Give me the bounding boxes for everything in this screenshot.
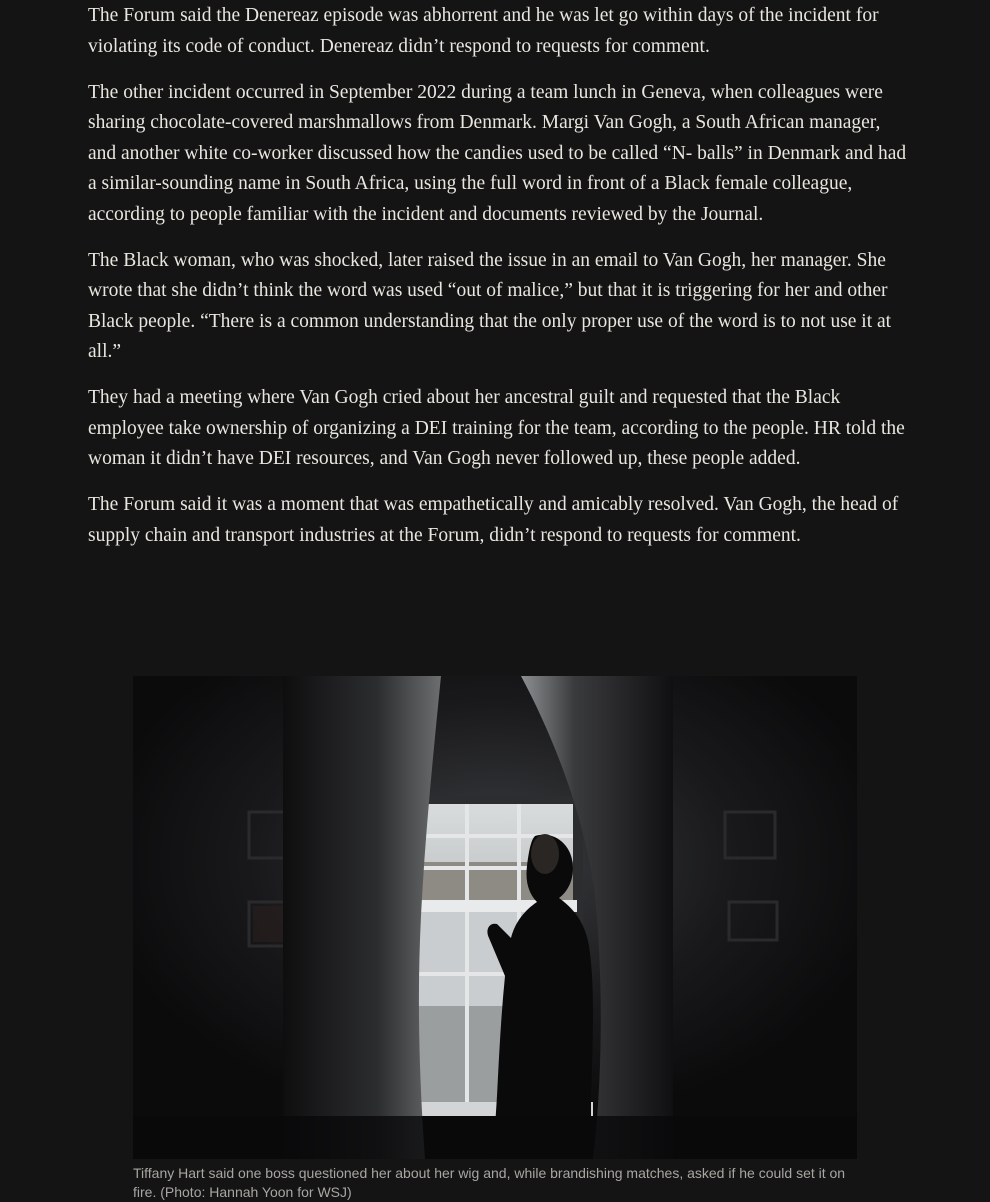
photo-illustration — [133, 676, 857, 1159]
article-paragraph: The Black woman, who was shocked, later raised the issue in an email to Van Gogh, her manager. She wrote that she didn’t think the word was used “out of malice,” but that it is triggering for her and other Black people. “There is a common understanding that the only proper use of the word is to not use it at all.” — [88, 249, 892, 362]
article-paragraph: The Forum said the Denereaz episode was abhorrent and he was let go within days of the incident for violating its code of conduct. Denereaz didn’t respond to requests for comment. — [88, 5, 879, 57]
article-photo — [133, 676, 857, 1159]
article-body — [88, 0, 908, 567]
article-paragraph: The other incident occurred in September 2022 during a team lunch in Geneva, when colleagues were sharing chocolate-covered marshmallows from Denmark. Margi Van Gogh, a South African manager, and another white co-worker discussed how the candies used to be called “N- balls” in Denmark and had a similar-sounding name in South Africa, using the full word in front of a Black female colleague, according to people familiar with the incident and documents reviewed by the Journal. — [88, 81, 907, 225]
article-paragraph: They had a meeting where Van Gogh cried about her ancestral guilt and requested that the Black employee take ownership of organizing a DEI training for the team, according to the people. HR told the woman it didn’t have DEI resources, and Van Gogh never followed up, these people added. — [88, 387, 905, 469]
article-paragraph: The Forum said it was a moment that was empathetically and amicably resolved. Van Gogh, the head of supply chain and transport industries at the Forum, didn’t respond to requests for comment. — [88, 494, 899, 546]
photo-caption: Tiffany Hart said one boss questioned her about her wig and, while brandishing matches, asked if he could set it on fire. (Photo: Hannah Yoon for WSJ) — [133, 1165, 846, 1200]
